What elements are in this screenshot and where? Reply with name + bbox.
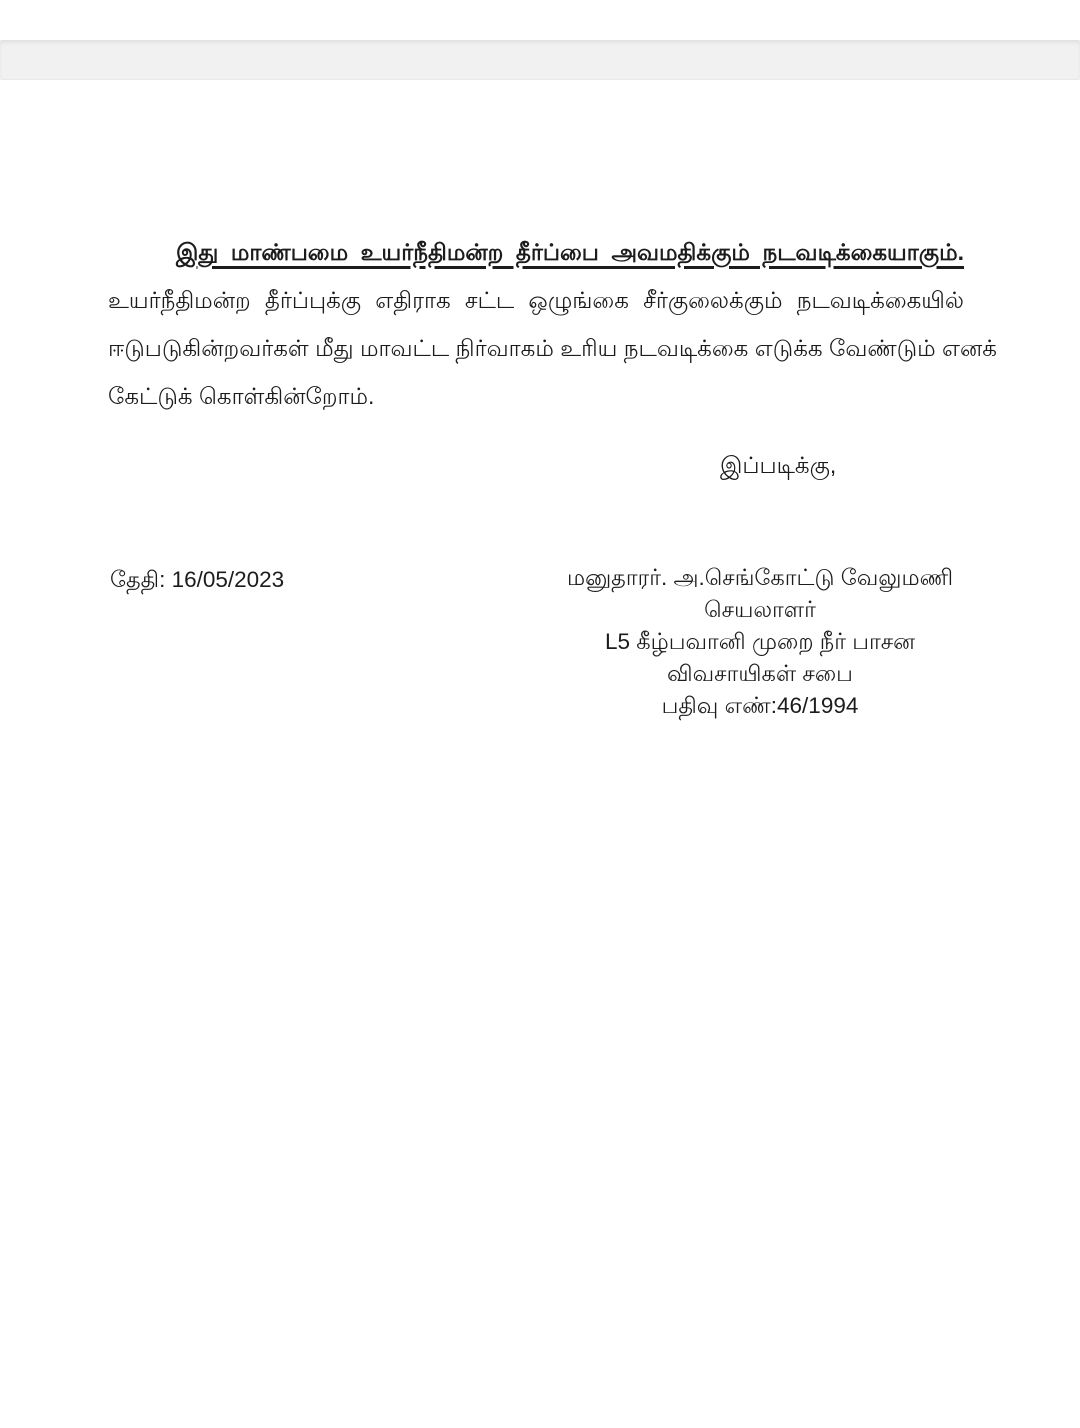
closing-line: இப்படிக்கு, [720, 452, 837, 478]
signature-petitioner-name: மனுதாரர். அ.செங்கோட்டு வேலுமணி [566, 565, 954, 590]
letter-body-paragraph [108, 228, 998, 420]
paragraph-line: உயர்நீதிமன்ற தீர்ப்புக்கு எதிராக சட்ட ஒழுங்கை சீர்குலைக்கும் நடவடிக்கையில் [108, 287, 964, 313]
signature-designation: செயலாளர் [704, 597, 816, 622]
signature-block [520, 562, 1000, 722]
paragraph-line: கேட்டுக் கொள்கின்றோம். [108, 383, 375, 409]
date-line: தேதி: 16/05/2023 [110, 567, 285, 592]
judgment-heading-line [108, 228, 964, 276]
signature-organization-line2: விவசாயிகள் சபை [667, 661, 853, 686]
page-separator [0, 40, 1080, 80]
judgment-heading-text: இது மாண்பமை உயர்நீதிமன்ற தீர்ப்பை அவமதிக்கும் நடவடிக்கையாகும். [176, 239, 964, 265]
signature-registration-number: பதிவு எண்:46/1994 [661, 693, 859, 718]
paragraph-line: ஈடுபடுகின்றவர்கள் மீது மாவட்ட நிர்வாகம் உரிய நடவடிக்கை எடுக்க வேண்டும் எனக் [108, 335, 998, 361]
signature-organization-line1: L5 கீழ்பவானி முறை நீர் பாசன [604, 629, 915, 654]
